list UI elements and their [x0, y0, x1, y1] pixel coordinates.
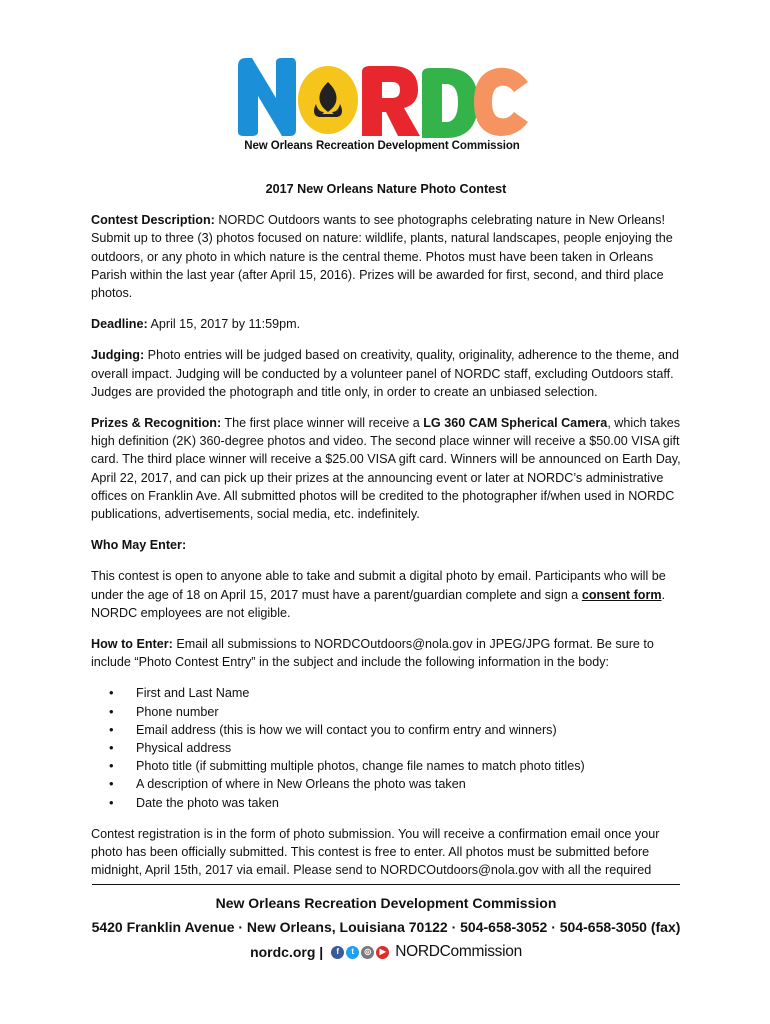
prizes-label: Prizes & Recognition:: [91, 416, 222, 431]
required-info-list: [91, 684, 681, 811]
footer-divider: [92, 884, 680, 885]
prize-camera-name: LG 360 CAM Spherical Camera: [423, 416, 608, 431]
logo-letter-o: [298, 66, 358, 134]
who-may-enter: [91, 567, 681, 622]
contest-description: [91, 211, 681, 302]
footer-links: [91, 941, 681, 963]
list-item: • Physical address: [136, 739, 681, 757]
page-footer: [91, 884, 681, 963]
registration-info: Contest registration is in the form of photo submission. You will receive a confirmation email once your photo has been officially submitted. This contest is free to enter. All photos must be submitted before midnight, April 15th, 2017 via email. Please send to NORDCOutdoors@nola.gov with all the required: [91, 826, 660, 878]
list-item: • First and Last Name: [136, 684, 681, 702]
list-item: • A description of where in New Orleans the photo was taken: [136, 775, 681, 793]
who-label: Who May Enter:: [91, 538, 187, 553]
deadline-label: Deadline:: [91, 317, 148, 332]
description-text: NORDC Outdoors wants to see photographs celebrating nature in New Orleans! Submit up to three (3) photos focused on nature: wildlife, plants, natural landscapes, people enjoying the outdoors, or any photo in which nature is the central theme. Photos must have been taken in Orleans Parish within the last year (after April 15, 2016). Prizes will be awarded for first, second, and third place photos.: [91, 213, 673, 301]
judging-text: Photo entries will be judged based on creativity, quality, originality, adherence to the theme, and overall impact. Judging will be conducted by a volunteer panel of NORDC staff, excluding Outdoors staff. Judges are provided the photograph and title only, in order to create an unbiased selection.: [91, 348, 680, 399]
consent-form-link[interactable]: consent form: [581, 587, 662, 602]
logo-letter-n: [238, 58, 296, 136]
page-title: 2017 New Orleans Nature Photo Contest: [265, 182, 507, 196]
deadline: [91, 315, 681, 333]
logo-letter-c: [474, 68, 528, 136]
prizes-text-2: , which takes high definition (2K) 360-degree photos and video. The second place winner will receive a $50.00 VISA gift card. The third place winner will receive a $25.00 VISA gift card. Winners will be announced on Earth Day, April 22, 2017, and can pick up their prizes at the announcing event or later at NORDC’s administrative offices on Franklin Ave. All submitted photos will be credited to the photographer if/when used in NORDC publications, advertisements, social media, etc. indefinitely.: [91, 416, 681, 522]
list-item: • Email address (this is how we will contact you to confirm entry and winners): [136, 721, 681, 739]
description-label: Contest Description:: [91, 213, 215, 228]
footer-address: 5420 Franklin Avenue · New Orleans, Louisiana 70122 · 504-658-3052 · 504-658-3050 (fax): [91, 919, 681, 935]
instagram-icon[interactable]: ◎: [361, 946, 374, 959]
logo-letter-d: [422, 68, 478, 138]
prizes: [91, 414, 681, 523]
social-icons: [331, 946, 389, 959]
how-text: Email all submissions to NORDCOutdoors@nola.gov in JPEG/JPG format. Be sure to include “Photo Contest Entry” in the subject and include the following information in the body:: [91, 637, 654, 670]
youtube-icon[interactable]: ▶: [376, 946, 389, 959]
prizes-text-1: The first place winner will receive a: [221, 416, 424, 431]
how-to-enter: [91, 635, 681, 671]
social-handle[interactable]: NORDCommission: [395, 943, 522, 960]
twitter-icon[interactable]: t: [346, 946, 359, 959]
nordc-logo: [232, 52, 532, 162]
list-item: • Phone number: [136, 703, 681, 721]
judging-label: Judging:: [91, 348, 145, 363]
logo-letter-r: [362, 66, 420, 136]
who-text-1: This contest is open to anyone able to take and submit a digital photo by email. Participants who will be under the age of 18 on April 15, 2017 must have a parent/guardian complete and sign a: [91, 569, 666, 602]
how-label: How to Enter:: [91, 637, 173, 652]
list-item: • Photo title (if submitting multiple photos, change file names to match photo titles): [136, 757, 681, 775]
nordc-logo-letters: [232, 52, 532, 138]
list-item: • Date the photo was taken: [136, 794, 681, 812]
website-link[interactable]: nordc.org |: [250, 944, 324, 960]
who-may-enter-heading: [91, 536, 681, 554]
who-text-2: . NORDC employees are not eligible.: [91, 587, 666, 620]
footer-org-name: New Orleans Recreation Development Commission: [215, 895, 557, 911]
document-body: [91, 180, 681, 893]
deadline-text: April 15, 2017 by 11:59pm.: [147, 317, 301, 332]
facebook-icon[interactable]: f: [331, 946, 344, 959]
logo-subtitle: New Orleans Recreation Development Commission: [244, 140, 520, 152]
judging: [91, 346, 681, 401]
